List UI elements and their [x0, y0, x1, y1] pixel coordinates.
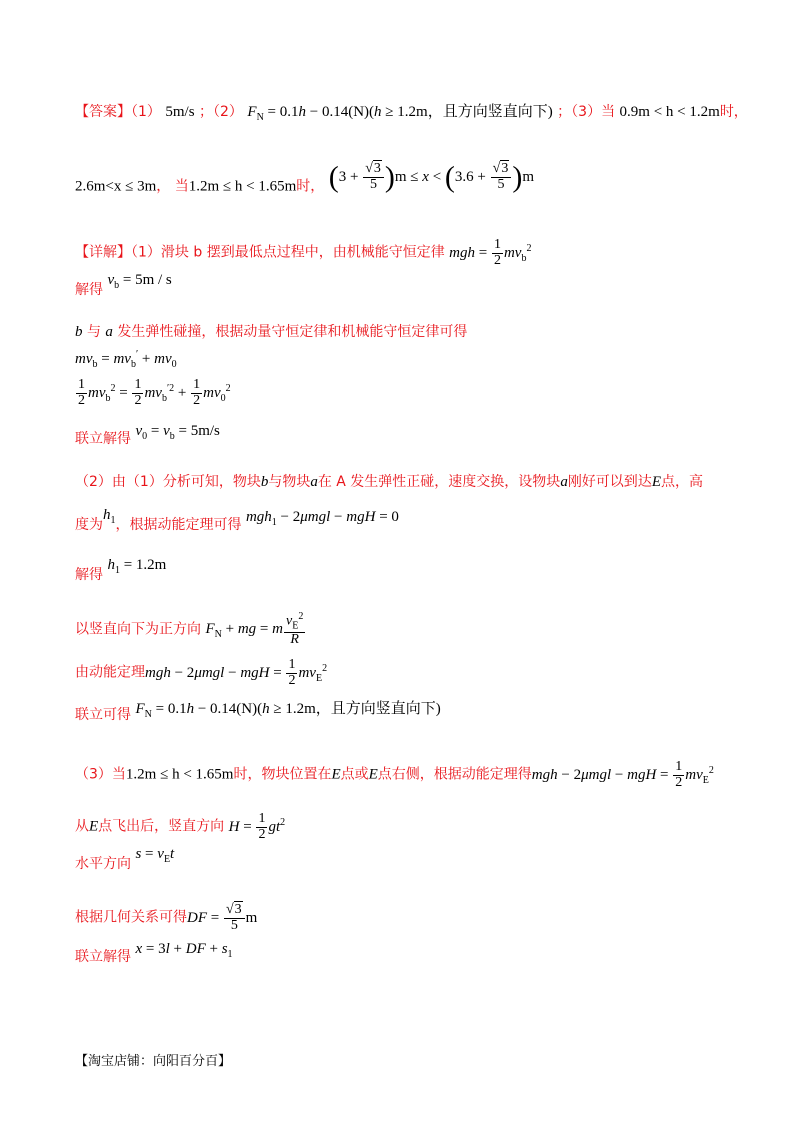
answer-comma: ， — [156, 178, 171, 195]
detail-p2-line6: 联立可得 $F_N = 0.1h - 0.14(N)(h \ge 1.2m$，且方向竖直向下) — [75, 701, 441, 723]
answer-sep2: ；（3）当 — [557, 104, 616, 120]
answer-line-1 — [75, 105, 748, 123]
detail-p3-line2: 从E点飞出后，竖直方向 H = $\frac{1}{2}$ $gt^2$ — [75, 811, 286, 842]
yu-1: 与 — [86, 324, 101, 340]
answer-when: 时， — [719, 104, 748, 120]
fly2: 点飞出后，竖直方向 — [98, 818, 225, 835]
horiz: 水平方向 — [75, 856, 131, 872]
answer-cond3b: 1.2m ≤ h < 1.65m — [188, 178, 297, 195]
formula-energy: mgh = $\frac{1}{2}$ $mv_b^2$ — [449, 237, 532, 268]
p2b: 与物块 — [268, 474, 311, 490]
detail-p3-line4: 根据几何关系可得DF = $\frac{√3}{5}$ m — [75, 902, 258, 933]
p2d: 刚好可以到达 — [567, 474, 652, 490]
final: 联立解得 — [75, 949, 131, 965]
detail-line-3: b 与 a 发生弹性碰撞，根据动量守恒定律和机械能守恒定律可得 — [75, 324, 468, 340]
lianli-1: 联立解得 — [75, 431, 131, 447]
detail-p2-line4: 以竖直向下为正方向 $F_N$ + mg = m $\frac{v_E^2}{R}$ — [75, 611, 304, 647]
formula-range2: (3 + $\frac{√3}{5}$ )m ≤ x < (3.6 + $\frac{√3}{5}$ )m — [328, 160, 534, 194]
p3b: 时，物块位置在 — [233, 766, 332, 783]
detail-line-2 — [75, 272, 172, 301]
detail-p2-line2: 度为$h_1$，根据动能定理可得 mgh$_1$ − 2μmgl − mgH = 0 — [75, 507, 399, 533]
answer-v1: 5m/s — [165, 104, 195, 120]
detail-p3-line5: 联立解得 x = 3l + DF + $s_1$ — [75, 941, 233, 965]
detail-line-lianli: 联立解得 $v_0 = v_b = 5m/s$ — [75, 423, 220, 447]
detail-p2-line3: 解得 $h_1 = 1.2m$ — [75, 557, 167, 583]
detail-line-1 — [75, 238, 531, 268]
detail-p3-line1: （3）当1.2m ≤ h < 1.65m时，物块位置在E点或E点右侧，根据动能定理得mgh − 2μmgl − mgH = $\frac{1}{2}$ $mv_E^2$ — [75, 759, 714, 790]
dir-text: 以竖直向下为正方向 — [75, 621, 201, 638]
formula-kinetic: $\frac{1}{2}$ $mv_b^2$ = $\frac{1}{2}$ $mv_b^{'2}$ + $\frac{1}{2}$ $mv_0^2$ — [78, 377, 231, 408]
geom: 根据几何关系可得 — [75, 909, 187, 926]
formula-vb: $v_b = 5m / s$ — [107, 272, 172, 291]
answer-when2: 时， — [296, 178, 325, 195]
p3c: 点或 — [340, 766, 369, 783]
p2e: 点，高 — [660, 474, 703, 490]
detail-label: 【详解】（1）滑块 b 摆到最低点过程中，由机械能守恒定律 — [75, 244, 445, 261]
jiede-2: 解得 — [75, 567, 103, 583]
p3-cond: 1.2m ≤ h < 1.65m — [125, 766, 234, 783]
liankede: 联立可得 — [75, 707, 131, 723]
dongneng-1: 由动能定理 — [75, 664, 145, 681]
collide-text: 发生弹性碰撞，根据动量守恒定律和机械能守恒定律可得 — [117, 324, 468, 340]
formula-momentum: $mv_b = mv_b' + mv_0$ — [75, 349, 177, 370]
answer-line-2 — [75, 160, 534, 202]
answer-dang: 当 — [174, 178, 189, 195]
p2a: （2）由（1）分析可知，物块 — [75, 474, 261, 490]
answer-range1: 2.6m<x ≤ 3m — [75, 178, 157, 195]
answer-sep1: ；（2） — [199, 104, 243, 120]
p2g: ，根据动能定理可得 — [115, 517, 242, 533]
fly: 从 — [75, 818, 89, 835]
jiede-1: 解得 — [75, 282, 103, 298]
answer-cond3a: 0.9m < h < 1.2m — [619, 104, 720, 120]
footer-text: 【淘宝店铺：向阳百分百】 — [75, 1054, 232, 1069]
formula-fn: $F_N = 0.1h - 0.14(N)(h \ge 1.2m$，且方向竖直向下) — [247, 104, 553, 123]
p3a: （3）当 — [75, 766, 126, 783]
p2c: 在 A 发生弹性正碰，速度交换，设物块 — [317, 474, 561, 490]
answer-label: 【答案】（1） — [75, 104, 161, 120]
detail-p2-line5: 由动能定理mgh − 2μmgl − mgH = $\frac{1}{2}$ $mv_E^2$ — [75, 657, 328, 688]
detail-p2-line1: （2）由（1）分析可知，物块b与物块a在 A 发生弹性正碰，速度交换，设物块a刚好可以到达E点，高 — [75, 474, 703, 490]
detail-p3-line3: 水平方向 $s = v_Et$ — [75, 846, 175, 872]
p3d: 点右侧，根据动能定理得 — [377, 766, 532, 783]
p2f: 度为 — [75, 517, 103, 533]
